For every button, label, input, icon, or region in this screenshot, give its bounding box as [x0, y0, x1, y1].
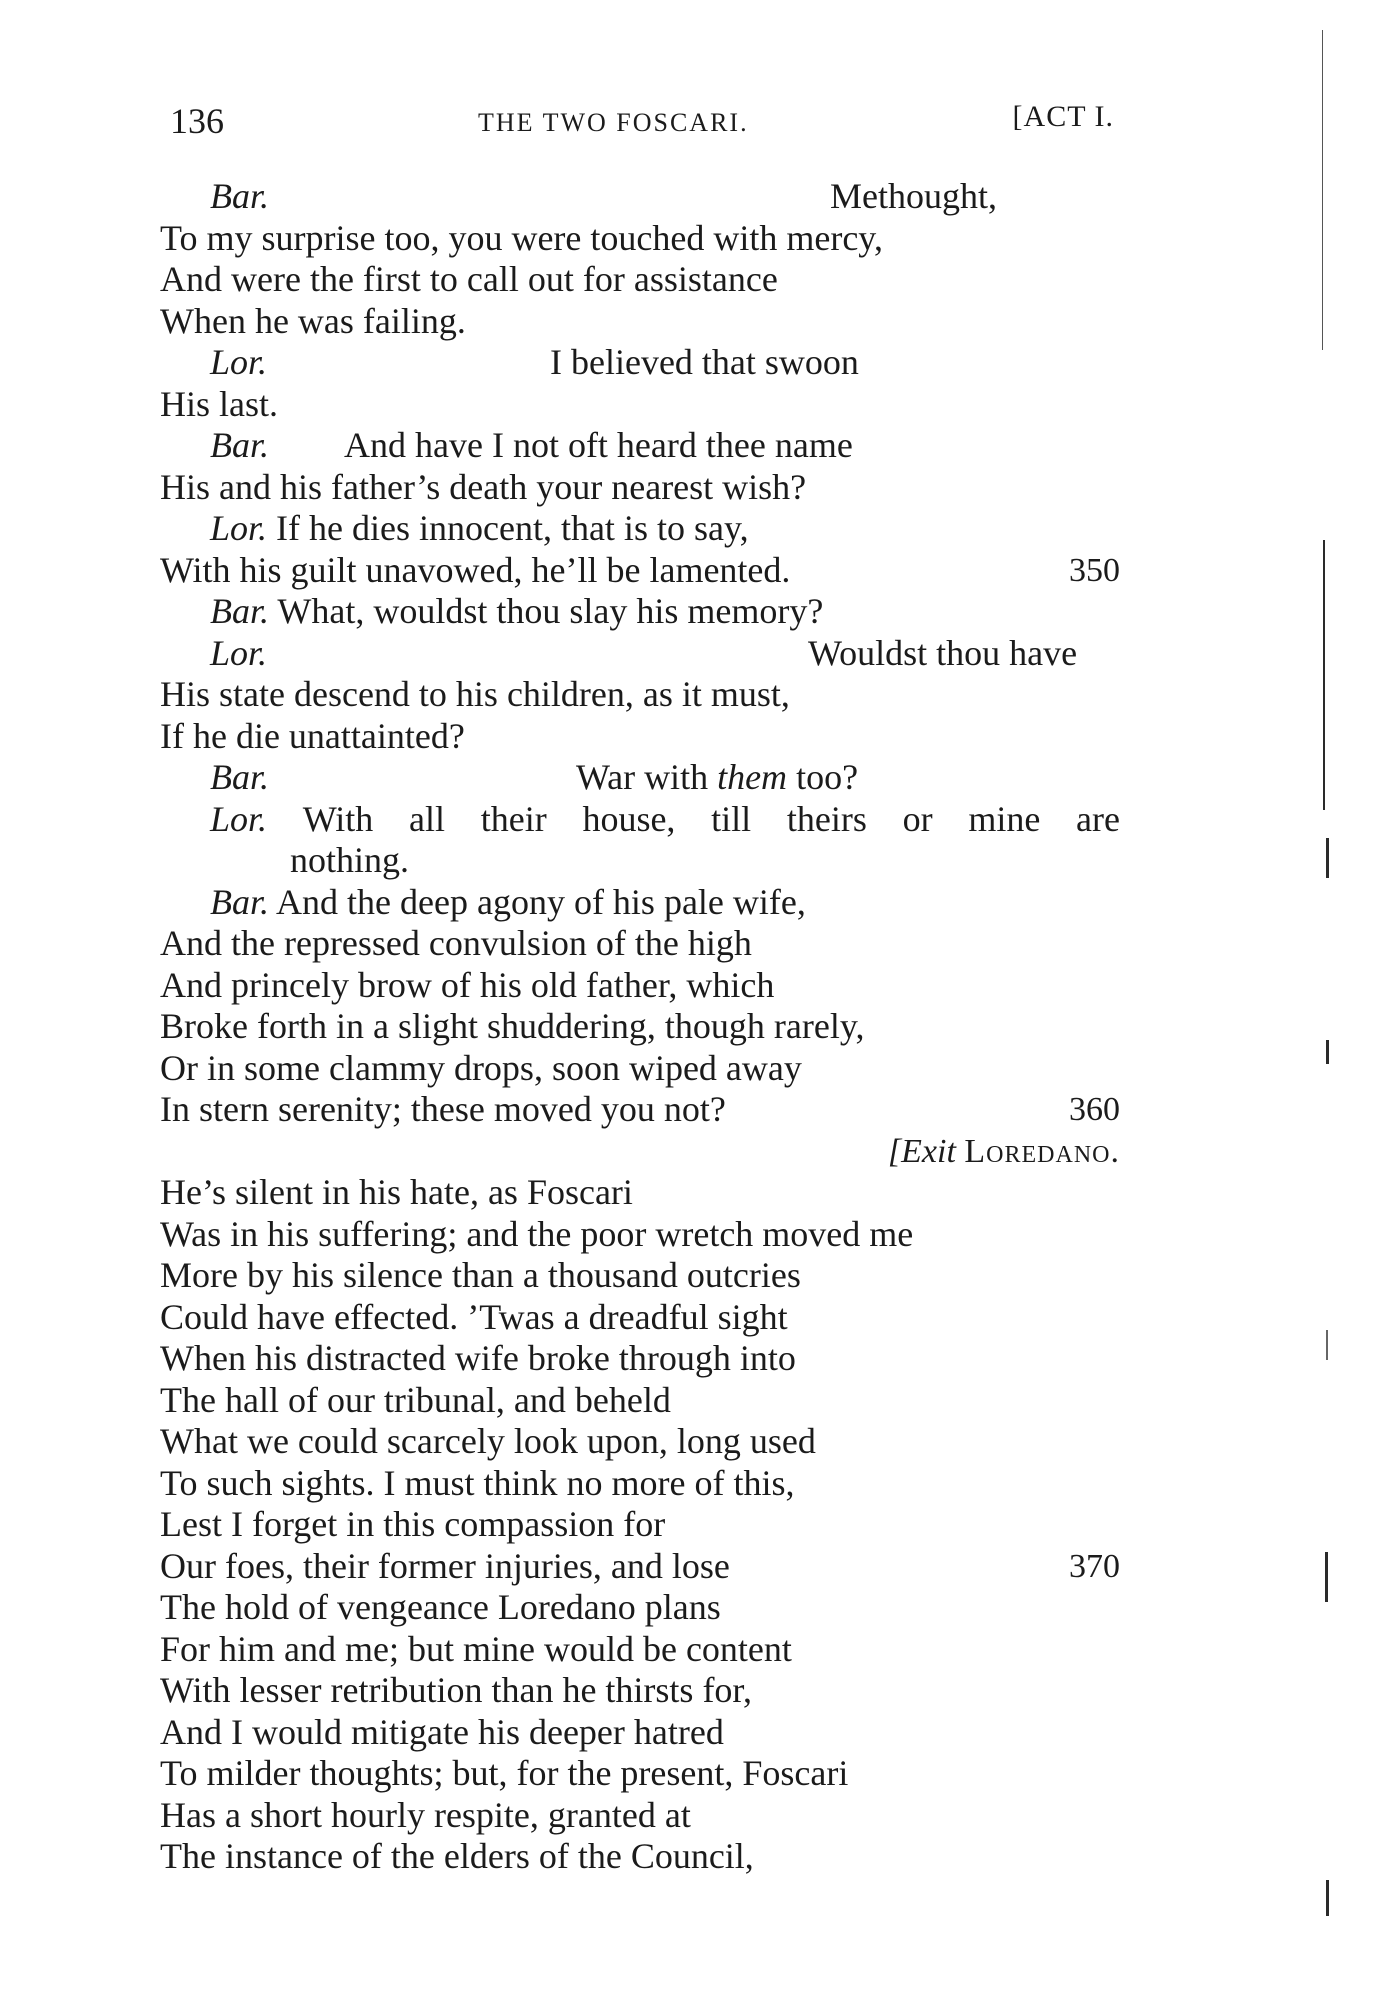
verse-line: If he die unattainted? — [160, 715, 465, 756]
speaker-label: Bar. — [210, 176, 270, 216]
verse-line: To such sights. I must think no more of this, — [160, 1462, 795, 1503]
verse-line: Has a short hourly respite, granted at — [160, 1794, 691, 1835]
verse-line: Bar. And the deep agony of his pale wife, — [210, 881, 806, 922]
verse-line: The hold of vengeance Loredano plans — [160, 1587, 721, 1627]
act-marker: [ACT I. — [1012, 100, 1114, 133]
stage-direction: [Exit Loredano. — [887, 1132, 1120, 1170]
verse-line: His last. — [160, 383, 279, 424]
verse-line: And princely brow of his old father, which — [160, 964, 775, 1005]
verse-line: Bar. What, wouldst thou slay his memory? — [210, 591, 824, 631]
verse-line: Bar. And have I not oft heard thee name — [210, 425, 853, 465]
verse-line: When his distracted wife broke through into — [160, 1338, 796, 1378]
verse-line: To my surprise too, you were touched with mercy, — [160, 217, 883, 258]
verse-line: Or in some clammy drops, soon wiped away — [160, 1047, 802, 1088]
verse-line: Lor. With all their house, till theirs or mine are — [210, 798, 1120, 839]
verse-line: To milder thoughts; but, for the present, Foscari — [160, 1753, 849, 1793]
verse-text — [160, 176, 1120, 1878]
verse-line: Could have effected. ’Twas a dreadful sight — [160, 1296, 788, 1337]
line-number: 350 — [1069, 551, 1120, 589]
verse-line: Was in his suffering; and the poor wretch moved me — [160, 1213, 914, 1254]
scan-mark — [1323, 540, 1325, 810]
verse-line: And the repressed convulsion of the high — [160, 923, 752, 963]
verse-line: Lor. If he dies innocent, that is to say, — [210, 508, 749, 548]
scan-mark — [1326, 1880, 1329, 1916]
verse-line: Our foes, their former injuries, and lose 370 — [160, 1545, 1120, 1586]
speaker-label: Lor. — [210, 508, 268, 548]
line-number: 360 — [1069, 1091, 1120, 1128]
verse-line: When he was failing. — [160, 300, 466, 341]
running-title: THE TWO FOSCARI. — [478, 108, 749, 137]
scan-mark — [1326, 1040, 1329, 1064]
speaker-label: Bar. — [210, 881, 270, 922]
verse-line: In stern serenity; these moved you not? 360 — [160, 1089, 1120, 1129]
line-number: 370 — [1069, 1547, 1120, 1585]
scan-mark — [1325, 1552, 1328, 1602]
verse-line: The instance of the elders of the Council, — [160, 1836, 754, 1876]
verse-line: What we could scarcely look upon, long used — [160, 1421, 816, 1461]
verse-line: Bar. Methought, — [210, 176, 997, 216]
speaker-label: Lor. — [210, 798, 268, 839]
verse-line: Broke forth in a slight shuddering, though rarely, — [160, 1006, 865, 1046]
page-number: 136 — [170, 101, 224, 141]
verse-line: More by his silence than a thousand outcries — [160, 1255, 801, 1295]
scan-mark — [1326, 1330, 1328, 1360]
verse-line: And were the first to call out for assistance — [160, 259, 778, 299]
speaker-label: Lor. — [210, 342, 268, 382]
scan-mark — [1322, 30, 1323, 350]
verse-line: With his guilt unavowed, he’ll be lamented. 350 — [160, 549, 1120, 590]
verse-line: For him and me; but mine would be content — [160, 1628, 792, 1669]
verse-line: His state descend to his children, as it must, — [160, 674, 790, 714]
verse-line: His and his father’s death your nearest wish? — [160, 466, 807, 507]
speaker-label: Lor. — [210, 632, 268, 673]
verse-line: The hall of our tribunal, and beheld — [160, 1379, 671, 1420]
verse-line: Lor. Wouldst thou have — [210, 632, 1078, 673]
speaker-label: Bar. — [210, 425, 270, 465]
verse-line: Bar. War with them too? — [210, 757, 859, 797]
scan-mark — [1326, 838, 1329, 878]
verse-line: With lesser retribution than he thirsts for, — [160, 1670, 752, 1710]
running-header — [170, 100, 1114, 150]
speaker-label: Bar. — [210, 591, 270, 631]
verse-line: Lor. I believed that swoon — [210, 342, 859, 382]
verse-line: nothing. — [290, 840, 410, 880]
speaker-label: Bar. — [210, 757, 270, 797]
verse-line: Lest I forget in this compassion for — [160, 1504, 666, 1544]
verse-line: He’s silent in his hate, as Foscari — [160, 1172, 633, 1212]
verse-line: And I would mitigate his deeper hatred — [160, 1711, 724, 1752]
